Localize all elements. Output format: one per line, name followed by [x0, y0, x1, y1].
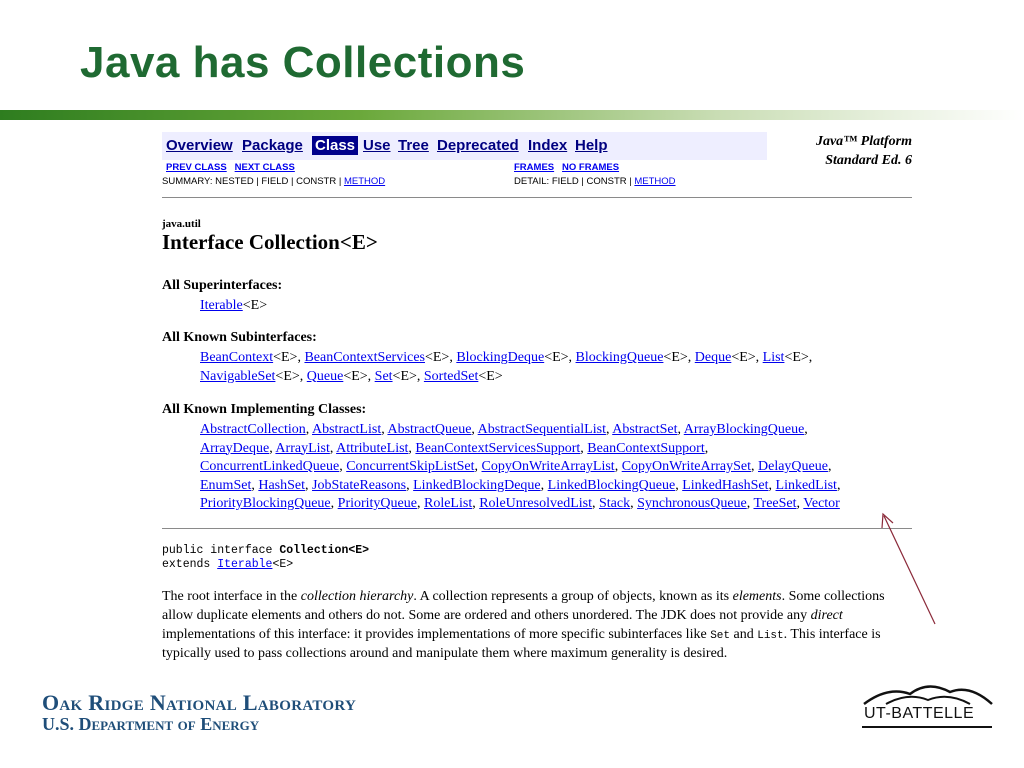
interface-title: Interface Collection<E> — [162, 230, 378, 254]
detail-method-link[interactable]: METHOD — [634, 176, 676, 187]
extends-iterable-link[interactable]: Iterable — [217, 558, 273, 571]
subinterfaces-link[interactable]: Deque — [694, 350, 732, 365]
implementing-link[interactable]: LinkedBlockingQueue — [547, 477, 676, 493]
implementing-link[interactable]: PriorityQueue — [337, 496, 417, 511]
logo-underline — [862, 726, 992, 728]
subinterfaces-link[interactable]: BlockingQueue — [575, 350, 664, 365]
subinterfaces-link[interactable]: Set — [374, 368, 393, 384]
implementing-link[interactable]: LinkedBlockingDeque — [413, 477, 541, 493]
summary-method-link[interactable]: METHOD — [343, 176, 386, 187]
platform-label: Java™ Platform Standard Ed. 6 — [815, 134, 912, 168]
implementing-link[interactable]: ArrayDeque — [200, 440, 270, 456]
extends-line: extends Iterable<E> — [162, 558, 294, 571]
declaration-line: public interface Collection<E> — [162, 544, 370, 557]
implementing-link[interactable]: AbstractSet — [612, 422, 678, 437]
nav-overview[interactable]: Overview — [166, 137, 233, 154]
superinterfaces-list: Iterable<E> — [200, 298, 268, 313]
slide-title: Java has Collections — [80, 38, 526, 87]
implementing-link[interactable]: DelayQueue — [758, 459, 828, 474]
subinterfaces-link[interactable]: NavigableSet — [200, 368, 276, 384]
detail-nav: DETAIL: FIELD | CONSTR | METHOD — [514, 176, 676, 187]
ornl-footer — [42, 690, 356, 735]
implementing-link[interactable]: PriorityBlockingQueue — [200, 496, 331, 511]
department-name: U.S. Department of Energy — [42, 714, 260, 734]
nav-tree[interactable]: Tree — [398, 137, 429, 154]
implementing-link[interactable]: TreeSet — [753, 496, 797, 511]
implementing-link[interactable]: AbstractList — [312, 422, 382, 437]
implementing-link[interactable]: Stack — [598, 496, 631, 511]
nav-index[interactable]: Index — [528, 137, 568, 154]
summary-nav: SUMMARY: NESTED | FIELD | CONSTR | METHOD — [162, 176, 386, 187]
subinterfaces-link[interactable]: Queue — [306, 368, 344, 384]
implementing-link[interactable]: ArrayBlockingQueue — [683, 422, 805, 437]
nav-class-active[interactable]: Class — [312, 136, 358, 155]
prev-class-link[interactable]: PREV CLASS — [166, 162, 227, 173]
superinterfaces-heading: All Superinterfaces: — [162, 278, 283, 293]
subinterfaces-link[interactable]: BeanContext — [200, 350, 274, 365]
subinterfaces-link[interactable]: BeanContextServices — [304, 350, 425, 365]
lab-name: Oak Ridge National Laboratory — [42, 690, 357, 715]
superinterface-link[interactable]: Iterable — [200, 298, 243, 313]
implementing-link[interactable]: HashSet — [258, 477, 306, 493]
implementing-link[interactable]: CopyOnWriteArrayList — [481, 459, 615, 474]
implementing-link[interactable]: AbstractCollection — [200, 422, 306, 437]
package-name: java.util — [162, 218, 201, 230]
implementing-link[interactable]: RoleList — [423, 496, 473, 511]
subinterfaces-link[interactable]: SortedSet — [423, 368, 479, 384]
implementing-list: AbstractCollection, AbstractList, AbstractQueue, AbstractSequentialList, AbstractSet, ArrayBlockingQueue, ArrayDeque, ArrayList, AttributeList, BeanContextServicesSupport, BeanContextSupport, ConcurrentLinkedQueue, ConcurrentSkipListSet, CopyOnWriteArrayList, CopyOnWriteArraySet, DelayQueue, EnumSet, HashSet, JobStateReasons, LinkedBlockingDeque, LinkedBlockingQueue, LinkedHashSet, LinkedList, PriorityBlockingQueue, PriorityQueue, RoleList, RoleUnresolvedList, Stack, SynchronousQueue, TreeSet, Vector — [200, 422, 841, 511]
implementing-link[interactable]: ConcurrentSkipListSet — [346, 459, 475, 474]
nav-help[interactable]: Help — [575, 137, 608, 154]
implementing-link[interactable]: EnumSet — [200, 477, 252, 493]
nav-package[interactable]: Package — [242, 137, 303, 154]
implementing-link[interactable]: CopyOnWriteArraySet — [621, 459, 751, 474]
implementing-link[interactable]: AbstractSequentialList — [477, 422, 606, 437]
subinterfaces-link[interactable]: List — [762, 350, 785, 365]
subinterfaces-link[interactable]: BlockingDeque — [456, 350, 545, 365]
description-paragraph: The root interface in the collection hierarchy. A collection represents a group of objects, known as its elements. Some collections allow duplicate elements and others do not. Some are ordered and others unordered. The JDK does not provide any direct implementations of this interface: it provides implementations of more specific subinterfaces like Set and List. This interface is typically used to pass collections around and manipulate them where maximum generality is desired. — [162, 589, 885, 662]
frames-link[interactable]: FRAMES — [514, 162, 555, 173]
ut-battelle-logo-text: UT-BATTELLE — [864, 705, 975, 722]
implementing-link[interactable]: JobStateReasons — [312, 477, 407, 493]
implementing-link[interactable]: Vector — [803, 496, 840, 511]
implementing-link[interactable]: AbstractQueue — [387, 422, 472, 437]
implementing-link[interactable]: BeanContextServicesSupport — [415, 440, 581, 456]
implementing-link[interactable]: LinkedList — [775, 477, 837, 493]
implementing-link[interactable]: ArrayList — [275, 440, 330, 456]
implementing-link[interactable]: AttributeList — [336, 440, 409, 456]
subinterfaces-heading: All Known Subinterfaces: — [162, 330, 317, 345]
implementing-link[interactable]: SynchronousQueue — [637, 496, 747, 511]
no-frames-link[interactable]: NO FRAMES — [562, 162, 620, 173]
subinterfaces-list: BeanContext<E>, BeanContextServices<E>, BlockingDeque<E>, BlockingQueue<E>, Deque<E>, List<E>, NavigableSet<E>, Queue<E>, Set<E>, SortedSet<E> — [200, 350, 813, 384]
nav-use[interactable]: Use — [363, 137, 391, 154]
nav-deprecated[interactable]: Deprecated — [437, 137, 519, 154]
implementing-heading: All Known Implementing Classes: — [162, 402, 367, 417]
implementing-link[interactable]: LinkedHashSet — [682, 477, 769, 493]
implementing-link[interactable]: RoleUnresolvedList — [479, 496, 592, 511]
implementing-link[interactable]: BeanContextSupport — [587, 440, 705, 456]
next-class-link[interactable]: NEXT CLASS — [234, 162, 295, 173]
implementing-link[interactable]: ConcurrentLinkedQueue — [200, 459, 340, 474]
